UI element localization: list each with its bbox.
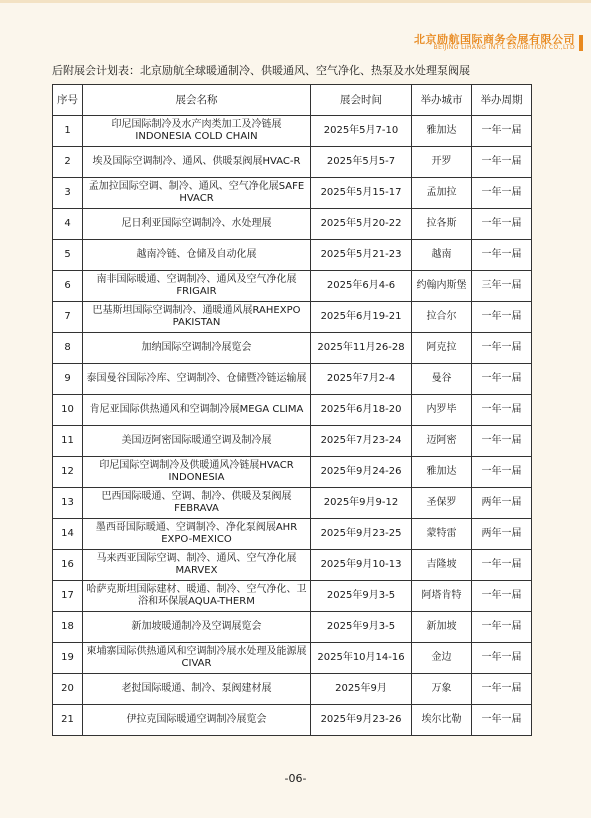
exhibition-name-cell: 哈萨克斯坦国际建材、暖通、制冷、空气净化、卫浴和环保展AQUA-THERM — [83, 581, 311, 612]
exhibition-name-cell: 泰国曼谷国际冷库、空调制冷、仓储暨冷链运输展 — [83, 364, 311, 395]
table-row — [53, 240, 532, 271]
host-city-cell: 埃尔比勒 — [412, 705, 472, 736]
exhibition-time-cell: 2025年5月21-23 — [311, 240, 412, 271]
exhibition-time-cell: 2025年11月26-28 — [311, 333, 412, 364]
exhibition-cycle-cell: 一年一届 — [472, 240, 532, 271]
exhibition-name-cell: 老挝国际暖通、制冷、泵阀建材展 — [83, 674, 311, 705]
row-number-cell: 16 — [53, 550, 83, 581]
exhibition-time-cell: 2025年5月5-7 — [311, 147, 412, 178]
exhibition-time-cell: 2025年6月19-21 — [311, 302, 412, 333]
company-name-en: BEIJING LIHANG INT'L EXHIBITION CO.,LTD — [433, 44, 575, 51]
exhibition-time-cell: 2025年9月3-5 — [311, 581, 412, 612]
table-row — [53, 178, 532, 209]
exhibition-name-cell: 越南冷链、仓储及自动化展 — [83, 240, 311, 271]
row-number-cell: 7 — [53, 302, 83, 333]
row-number-cell: 19 — [53, 643, 83, 674]
exhibition-time-cell: 2025年9月3-5 — [311, 612, 412, 643]
row-number-cell: 17 — [53, 581, 83, 612]
row-number-cell: 1 — [53, 116, 83, 147]
column-header-no: 序号 — [53, 85, 83, 116]
page-heading: 后附展会计划表：北京励航全球暖通制冷、供暖通风、空气净化、热泵及水处理泵阀展 — [52, 64, 470, 77]
row-number-cell: 12 — [53, 457, 83, 488]
table-row — [53, 457, 532, 488]
row-number-cell: 10 — [53, 395, 83, 426]
exhibition-cycle-cell: 一年一届 — [472, 116, 532, 147]
exhibition-time-cell: 2025年5月15-17 — [311, 178, 412, 209]
exhibition-name-cell: 印尼国际空调制冷及供暖通风冷链展HVACR INDONESIA — [83, 457, 311, 488]
exhibition-cycle-cell: 两年一届 — [472, 488, 532, 519]
host-city-cell: 阿克拉 — [412, 333, 472, 364]
table-row — [53, 488, 532, 519]
exhibition-cycle-cell: 两年一届 — [472, 519, 532, 550]
table-row — [53, 550, 532, 581]
row-number-cell: 13 — [53, 488, 83, 519]
exhibition-cycle-cell: 一年一届 — [472, 302, 532, 333]
exhibition-cycle-cell: 一年一届 — [472, 395, 532, 426]
host-city-cell: 吉隆坡 — [412, 550, 472, 581]
host-city-cell: 曼谷 — [412, 364, 472, 395]
exhibition-cycle-cell: 一年一届 — [472, 333, 532, 364]
exhibition-cycle-cell: 三年一届 — [472, 271, 532, 302]
page-number: -06- — [284, 772, 307, 785]
exhibition-cycle-cell: 一年一届 — [472, 178, 532, 209]
host-city-cell: 拉各斯 — [412, 209, 472, 240]
exhibition-cycle-cell: 一年一届 — [472, 364, 532, 395]
table-body — [53, 116, 532, 736]
exhibition-name-cell: 尼日利亚国际空调制冷、水处理展 — [83, 209, 311, 240]
row-number-cell: 9 — [53, 364, 83, 395]
table-row — [53, 302, 532, 333]
host-city-cell: 金边 — [412, 643, 472, 674]
exhibition-name-cell: 美国迈阿密国际暖通空调及制冷展 — [83, 426, 311, 457]
exhibition-name-cell: 柬埔寨国际供热通风和空调制冷展水处理及能源展CIVAR — [83, 643, 311, 674]
exhibition-cycle-cell: 一年一届 — [472, 550, 532, 581]
row-number-cell: 14 — [53, 519, 83, 550]
row-number-cell: 6 — [53, 271, 83, 302]
exhibition-name-cell: 墨西哥国际暖通、空调制冷、净化泵阀展AHR EXPO-MEXICO — [83, 519, 311, 550]
host-city-cell: 迈阿密 — [412, 426, 472, 457]
table-row — [53, 612, 532, 643]
exhibition-time-cell: 2025年7月23-24 — [311, 426, 412, 457]
exhibition-cycle-cell: 一年一届 — [472, 581, 532, 612]
host-city-cell: 蒙特雷 — [412, 519, 472, 550]
exhibition-cycle-cell: 一年一届 — [472, 705, 532, 736]
exhibition-name-cell: 伊拉克国际暖通空调制冷展览会 — [83, 705, 311, 736]
exhibition-time-cell: 2025年9月 — [311, 674, 412, 705]
exhibition-time-cell: 2025年9月23-25 — [311, 519, 412, 550]
exhibition-time-cell: 2025年9月9-12 — [311, 488, 412, 519]
exhibition-name-cell: 孟加拉国际空调、制冷、通风、空气净化展SAFE HVACR — [83, 178, 311, 209]
exhibition-name-cell: 巴西国际暖通、空调、制冷、供暖及泵阀展FEBRAVA — [83, 488, 311, 519]
host-city-cell: 内罗毕 — [412, 395, 472, 426]
host-city-cell: 开罗 — [412, 147, 472, 178]
exhibition-time-cell: 2025年6月4-6 — [311, 271, 412, 302]
table-row — [53, 333, 532, 364]
row-number-cell: 18 — [53, 612, 83, 643]
host-city-cell: 约翰内斯堡 — [412, 271, 472, 302]
exhibition-time-cell: 2025年9月24-26 — [311, 457, 412, 488]
exhibition-name-cell: 新加坡暖通制冷及空调展览会 — [83, 612, 311, 643]
exhibition-cycle-cell: 一年一届 — [472, 674, 532, 705]
column-header-cycle: 举办周期 — [472, 85, 532, 116]
exhibition-cycle-cell: 一年一届 — [472, 147, 532, 178]
column-header-time: 展会时间 — [311, 85, 412, 116]
column-header-city: 举办城市 — [412, 85, 472, 116]
exhibition-table — [52, 84, 532, 736]
host-city-cell: 阿塔肯特 — [412, 581, 472, 612]
exhibition-name-cell: 巴基斯坦国际空调制冷、通暖通风展RAHEXPO PAKISTAN — [83, 302, 311, 333]
exhibition-name-cell: 南非国际暖通、空调制冷、通风及空气净化展FRIGAIR — [83, 271, 311, 302]
company-name: 北京励航国际商务会展有限公司 — [414, 33, 575, 46]
exhibition-cycle-cell: 一年一届 — [472, 643, 532, 674]
row-number-cell: 4 — [53, 209, 83, 240]
table-row — [53, 581, 532, 612]
row-number-cell: 11 — [53, 426, 83, 457]
row-number-cell: 2 — [53, 147, 83, 178]
exhibition-name-cell: 马来西亚国际空调、制冷、通风、空气净化展MARVEX — [83, 550, 311, 581]
table-row — [53, 674, 532, 705]
row-number-cell: 21 — [53, 705, 83, 736]
host-city-cell: 越南 — [412, 240, 472, 271]
host-city-cell: 万象 — [412, 674, 472, 705]
host-city-cell: 新加坡 — [412, 612, 472, 643]
row-number-cell: 20 — [53, 674, 83, 705]
table-row — [53, 271, 532, 302]
exhibition-time-cell: 2025年9月23-26 — [311, 705, 412, 736]
row-number-cell: 8 — [53, 333, 83, 364]
host-city-cell: 雅加达 — [412, 457, 472, 488]
exhibition-cycle-cell: 一年一届 — [472, 457, 532, 488]
column-header-name: 展会名称 — [83, 85, 311, 116]
exhibition-cycle-cell: 一年一届 — [472, 426, 532, 457]
table-header-row — [53, 85, 532, 116]
exhibition-time-cell: 2025年5月20-22 — [311, 209, 412, 240]
row-number-cell: 3 — [53, 178, 83, 209]
header-stripe — [0, 0, 591, 30]
row-number-cell: 5 — [53, 240, 83, 271]
exhibition-time-cell: 2025年6月18-20 — [311, 395, 412, 426]
exhibition-name-cell: 肯尼亚国际供热通风和空调制冷展MEGA CLIMA — [83, 395, 311, 426]
exhibition-time-cell: 2025年9月10-13 — [311, 550, 412, 581]
exhibition-time-cell: 2025年10月14-16 — [311, 643, 412, 674]
table-row — [53, 705, 532, 736]
logo-accent-bar — [579, 35, 583, 51]
table-row — [53, 209, 532, 240]
host-city-cell: 孟加拉 — [412, 178, 472, 209]
table-row — [53, 116, 532, 147]
exhibition-cycle-cell: 一年一届 — [472, 209, 532, 240]
exhibition-name-cell: 加纳国际空调制冷展览会 — [83, 333, 311, 364]
table-row — [53, 147, 532, 178]
exhibition-time-cell: 2025年7月2-4 — [311, 364, 412, 395]
host-city-cell: 雅加达 — [412, 116, 472, 147]
host-city-cell: 圣保罗 — [412, 488, 472, 519]
table-row — [53, 426, 532, 457]
table-row — [53, 643, 532, 674]
exhibition-time-cell: 2025年5月7-10 — [311, 116, 412, 147]
exhibition-name-cell: 埃及国际空调制冷、通风、供暖泵阀展HVAC-R — [83, 147, 311, 178]
exhibition-cycle-cell: 一年一届 — [472, 612, 532, 643]
exhibition-name-cell: 印尼国际制冷及水产肉类加工及冷链展INDONESIA COLD CHAIN — [83, 116, 311, 147]
host-city-cell: 拉合尔 — [412, 302, 472, 333]
page-header — [0, 0, 591, 52]
table-row — [53, 364, 532, 395]
table-row — [53, 519, 532, 550]
table-row — [53, 395, 532, 426]
